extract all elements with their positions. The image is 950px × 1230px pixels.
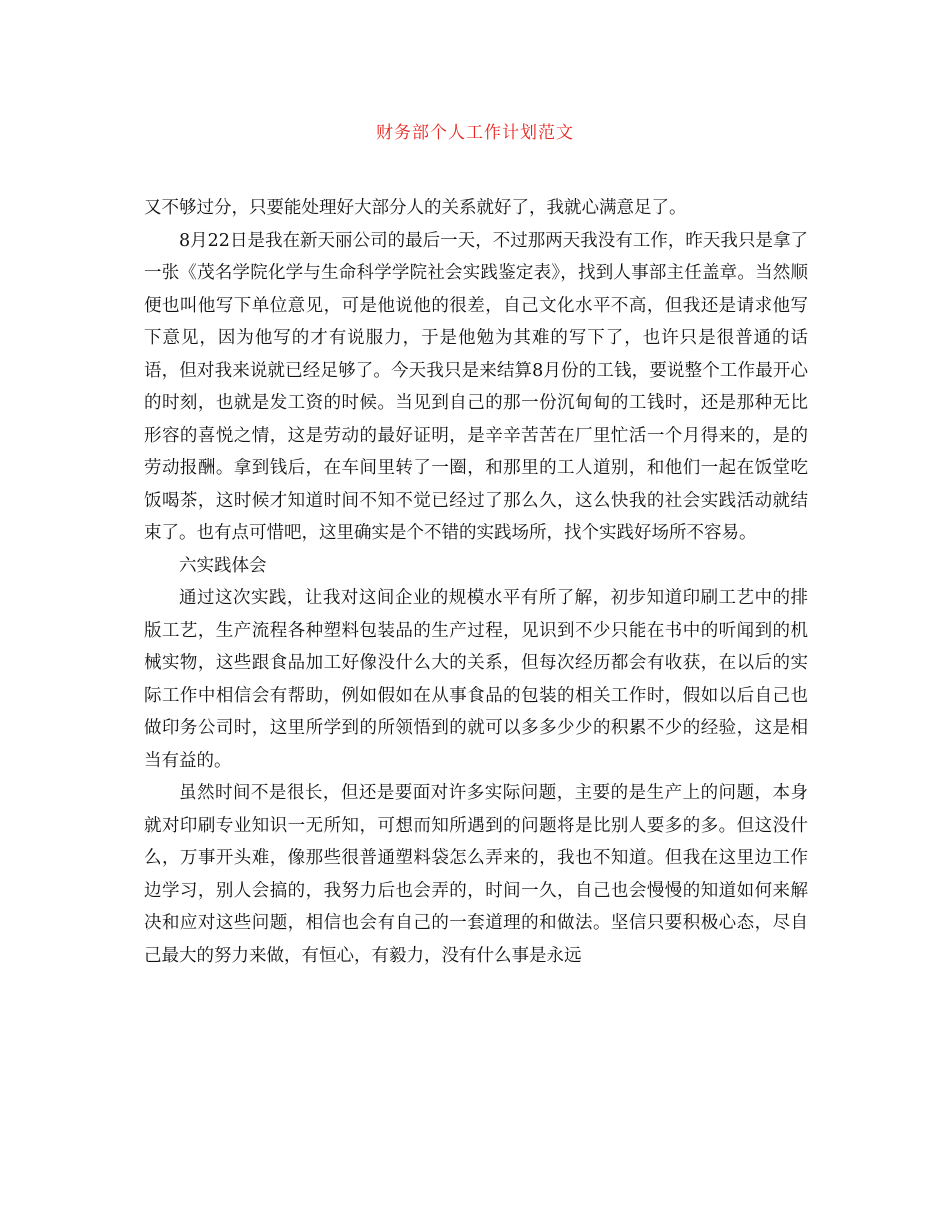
paragraph-3: 通过这次实践，让我对这间企业的规模水平有所了解，初步知道印刷工艺中的排版工艺，生产流程各种塑料包装品的生产过程，见识到不少只能在书中的听闻到的机械实物，这些跟食品加工好像没什么大的关系，但每次经历都会有收获，在以后的实际工作中相信会有帮助，例如假如在从事食品的包装的相关工作时，假如以后自己也做印务公司时，这里所学到的所领悟到的就可以多多少少的积累不少的经验，这是相当有益的。 xyxy=(144,588,808,771)
paragraph-2: 8月22日是我在新天丽公司的最后一天，不过那两天我没有工作，昨天我只是拿了一张《茂名学院化学与生命科学学院社会实践鉴定表》，找到人事部主任盖章。当然顺便也叫他写下单位意见，可是他说他的很差，自己文化水平不高，但我还是请求他写下意见，因为他写的才有说服力，于是他勉为其难的写下了，也许只是很普通的话语，但对我来说就已经足够了。今天我只是来结算8月份的工钱，要说整个工作最开心的时刻，也就是发工资的时候。当见到自己的那一份沉甸甸的工钱时，还是那种无比形容的喜悦之情，这是劳动的最好证明，是辛辛苦苦在厂里忙活一个月得来的，是的劳动报酬。拿到钱后，在车间里转了一圈，和那里的工人道别，和他们一起在饭堂吃饭喝茶，这时候才知道时间不知不觉已经过了那么久，这么快我的社会实践活动就结束了。也有点可惜吧，这里确实是个不错的实践场所，找个实践好场所不容易。 xyxy=(144,230,808,543)
document-title: 财务部个人工作计划范文 xyxy=(376,123,574,143)
paragraph-1: 又不够过分，只要能处理好大部分人的关系就好了，我就心满意足了。 xyxy=(144,198,687,218)
paragraph-4: 虽然时间不是很长，但还是要面对许多实际问题，主要的是生产上的问题，本身就对印刷专业知识一无所知，可想而知所遇到的问题将是比别人要多的多。但这没什么，万事开头难，像那些很普通塑料袋怎么弄来的，我也不知道。但我在这里边工作边学习，别人会搞的，我努力后也会弄的，时间一久，自己也会慢慢的知道如何来解决和应对这些问题，相信也会有自己的一套道理的和做法。坚信只要积极心态，尽自己最大的努力来做，有恒心，有毅力，没有什么事是永远 xyxy=(144,783,808,966)
section-heading: 六实践体会 xyxy=(179,555,267,576)
document-body xyxy=(144,192,808,972)
